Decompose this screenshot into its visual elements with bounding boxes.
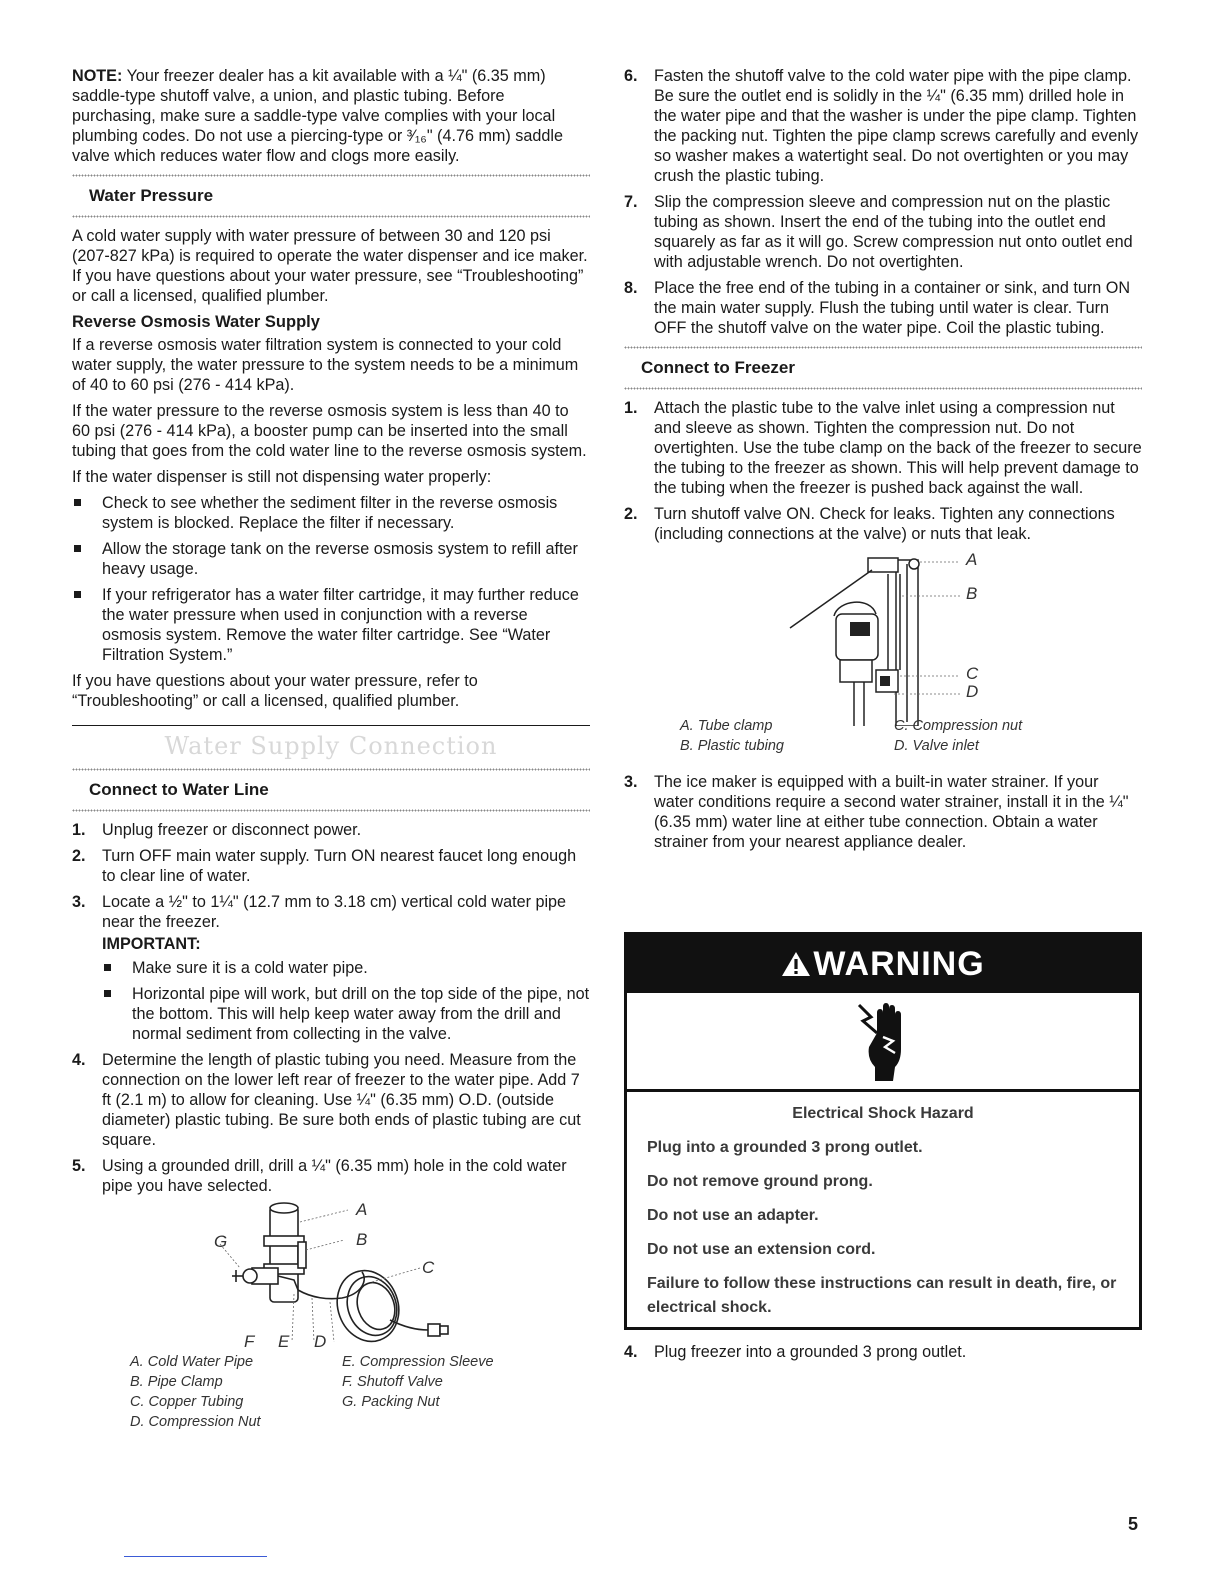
step-item: [624, 398, 1142, 498]
ro-paragraph-1: If a reverse osmosis water filtration system is connected to your cold water supply, the water pressure to the system needs to be a minimum of 40 to 60 psi (276 - 414 kPa).: [72, 336, 579, 394]
water-pipe-figure: [72, 1202, 590, 1434]
caption-item: B. Pipe Clamp: [130, 1374, 223, 1390]
warning-line: Plug into a grounded 3 prong outlet.: [647, 1139, 923, 1156]
step-text: Turn OFF main water supply. Turn ON nearest faucet long enough to clear line of water.: [102, 847, 577, 885]
dotted-rule: [624, 346, 1142, 349]
footer-line: [124, 1556, 267, 1557]
step-text: Using a grounded drill, drill a ¼" (6.35 mm) hole in the cold water pipe you have selected.: [102, 1157, 567, 1195]
caption-item: C. Compression nut: [894, 718, 1023, 734]
caption-item: D. Valve inlet: [894, 738, 979, 754]
step-item: [72, 1050, 590, 1150]
caption-item: A. Cold Water Pipe: [130, 1354, 254, 1370]
bullet-text: Horizontal pipe will work, but drill on the top side of the pipe, not the bottom. This will help keep water away from the drill and normal sediment from collecting in the valve.: [132, 985, 590, 1043]
caption-item: E. Compression Sleeve: [342, 1354, 494, 1370]
strainer-step: [624, 772, 1142, 852]
bullet-square-icon: [74, 545, 81, 552]
important-label: IMPORTANT:: [102, 935, 201, 953]
step-number: 2.: [624, 505, 638, 523]
right-column: [624, 66, 1142, 858]
warning-icon-area: [627, 993, 1139, 1083]
step-text: Unplug freezer or disconnect power.: [102, 821, 362, 839]
ro-paragraph-2: If the water pressure to the reverse osmosis system is less than 40 to 60 psi (276 - 414 kPa), a booster pump can be inserted into the small tubing that goes from the cold water line to the reverse osmosis system.: [72, 402, 587, 460]
step-item: [72, 846, 590, 886]
water-pressure-heading: Water Pressure: [89, 186, 214, 205]
warning-triangle-icon: [781, 950, 811, 978]
fig2-callout-d: D: [966, 682, 979, 701]
step-text: Fasten the shutoff valve to the cold water pipe with the pipe clamp. Be sure the outlet end is solidly in the ¼" (6.35 mm) drilled hole in the water pipe and that the washer is under the pipe clamp. Tighten the packing nut. Tighten the pipe clamp screws carefully and evenly so washer makes a watertight seal. Do not overtighten or you may crush the plastic tubing.: [654, 67, 1139, 185]
bullet-square-icon: [104, 990, 111, 997]
step-item: [624, 504, 1142, 544]
step-item: [72, 820, 590, 840]
dotted-rule: [72, 809, 590, 812]
valve-inlet-illustration: [624, 550, 1142, 726]
bullet-square-icon: [104, 964, 111, 971]
bullet-text: If your refrigerator has a water filter cartridge, it may further reduce the water pressure when used in conjunction with a reverse osmosis system. Remove the water filter cartridge. See “Water Filtration System.”: [102, 586, 579, 664]
bullet-text: Allow the storage tank on the reverse osmosis system to refill after heavy usage.: [102, 540, 578, 578]
fig1-captions-left: [130, 1352, 261, 1432]
final-step: [624, 1342, 1142, 1362]
page-number: 5: [1128, 1514, 1139, 1534]
step-number: 1.: [72, 821, 86, 839]
warning-header: [627, 935, 1139, 993]
step-item: [624, 192, 1142, 272]
fig2-captions-left: [680, 716, 784, 756]
list-item: [102, 984, 590, 1044]
caption-item: C. Copper Tubing: [130, 1394, 244, 1410]
list-item: [72, 493, 590, 533]
step-number: 4.: [72, 1051, 86, 1069]
step-text: Locate a ½" to 1¼" (12.7 mm to 3.18 cm) vertical cold water pipe near the freezer.: [102, 893, 567, 931]
step-text: Plug freezer into a grounded 3 prong outlet.: [654, 1343, 967, 1361]
fig1-callout-f: F: [244, 1332, 255, 1351]
bullet-square-icon: [74, 591, 81, 598]
pipe-valve-illustration: [72, 1202, 590, 1352]
dotted-rule: [72, 768, 590, 771]
section-rule: [72, 725, 590, 726]
caption-item: G. Packing Nut: [342, 1394, 440, 1410]
freezer-steps: [624, 398, 1142, 544]
fig1-callout-a: A: [356, 1200, 368, 1219]
fig1-callout-c: C: [422, 1258, 435, 1277]
caption-item: D. Compression Nut: [130, 1414, 261, 1430]
warning-line: Do not use an adapter.: [647, 1207, 819, 1224]
electrical-shock-hand-icon: [853, 999, 913, 1083]
step-item: [624, 66, 1142, 186]
warning-body: [627, 1092, 1139, 1320]
connect-water-line-heading: Connect to Water Line: [89, 780, 269, 799]
step-number: 8.: [624, 279, 638, 297]
dotted-rule: [72, 215, 590, 218]
step-text: The ice maker is equipped with a built-in water strainer. If your water conditions require a second water strainer, install it in the ¼" (6.35 mm) water line at either tube connection. Obtain a water strainer from your nearest appliance dealer.: [654, 773, 1129, 851]
step-item: [624, 1342, 1142, 1362]
caption-item: A. Tube clamp: [680, 718, 773, 734]
step-item: [72, 892, 590, 1044]
note-label: NOTE:: [72, 67, 123, 85]
step-number: 4.: [624, 1343, 638, 1361]
fig1-callout-g: G: [214, 1232, 228, 1251]
ro-bullet-list: [72, 493, 590, 665]
ro-paragraph-4: If you have questions about your water pressure, refer to “Troubleshooting” or call a licensed, qualified plumber.: [72, 672, 478, 710]
caption-item: F. Shutoff Valve: [342, 1374, 443, 1390]
warning-line: Do not use an extension cord.: [647, 1241, 876, 1258]
important-bullet-list: [102, 958, 590, 1044]
freezer-valve-figure: [624, 550, 1142, 772]
fig2-callout-a: A: [966, 550, 978, 569]
step-number: 5.: [72, 1157, 86, 1175]
step-number: 7.: [624, 193, 638, 211]
step-number: 1.: [624, 399, 638, 417]
warning-line: Failure to follow these instructions can result in death, fire, or electrical shock.: [647, 1275, 1117, 1316]
step-item: [624, 278, 1142, 338]
step-text: Attach the plastic tube to the valve inlet using a compression nut and sleeve as shown. Tighten the compression nut. Do not overtighten. Use the tube clamp on the back of the freezer to secure the tubing to the freezer as shown. This will help prevent damage to the tubing when the freezer is pushed back against the wall.: [654, 399, 1142, 497]
step-number: 3.: [72, 893, 86, 911]
water-pressure-text: A cold water supply with water pressure of between 30 and 120 psi (207-827 kPa) is required to operate the water dispenser and ice maker. If you have questions about your water pressure, see “Troubleshooting” or call a licensed, qualified plumber.: [72, 227, 588, 305]
fig1-callout-b: B: [356, 1230, 368, 1249]
warning-box: [624, 932, 1142, 1330]
list-item: [72, 539, 590, 579]
step-text: Place the free end of the tubing in a container or sink, and turn ON the main water supply. Flush the tubing until water is clear. Turn OFF the shutoff valve on the water pipe. Coil the plastic tubing.: [654, 279, 1131, 337]
fig2-callout-c: C: [966, 664, 979, 683]
step-number: 6.: [624, 67, 638, 85]
step-text: Determine the length of plastic tubing you need. Measure from the connection on the lower left rear of freezer to the water pipe. Add 7 ft (2.1 m) to allow for cleaning. Use ¼" (6.35 mm) O.D. (outside diameter) plastic tubing. Be sure both ends of plastic tubing are cut square.: [102, 1051, 581, 1149]
step-number: 3.: [624, 773, 638, 791]
section-title: Water Supply Connection: [164, 732, 498, 760]
note-paragraph: [72, 66, 590, 166]
fig1-callout-d: D: [314, 1332, 327, 1351]
list-item: [102, 958, 590, 978]
bullet-text: Make sure it is a cold water pipe.: [132, 959, 368, 977]
final-step-block: [624, 1342, 1142, 1368]
water-line-steps: [72, 820, 590, 1196]
fig2-callout-b: B: [966, 584, 978, 603]
connect-freezer-heading: Connect to Freezer: [641, 358, 795, 377]
dotted-rule: [624, 387, 1142, 390]
step-text: Slip the compression sleeve and compression nut on the plastic tubing as shown. Insert the end of the tubing into the outlet end squarely as far as it will go. Screw compression nut onto outlet end with adjustable wrench. Do not overtighten.: [654, 193, 1133, 271]
ro-paragraph-3: If the water dispenser is still not dispensing water properly:: [72, 468, 492, 486]
ro-heading: Reverse Osmosis Water Supply: [72, 313, 320, 331]
step-text: Turn shutoff valve ON. Check for leaks. Tighten any connections (including connections at the valve) or nuts that leak.: [654, 505, 1115, 543]
warning-line: Do not remove ground prong.: [647, 1173, 873, 1190]
fig1-captions-right: [342, 1352, 494, 1412]
step-item: [624, 772, 1142, 852]
bullet-square-icon: [74, 499, 81, 506]
fig2-captions-right: [894, 716, 1022, 756]
fig1-callout-e: E: [278, 1332, 290, 1351]
warning-title: WARNING: [813, 945, 985, 983]
step-item: [72, 1156, 590, 1196]
caption-item: B. Plastic tubing: [680, 738, 784, 754]
dotted-rule: [72, 174, 590, 177]
valve-steps: [624, 66, 1142, 338]
note-text: Your freezer dealer has a kit available with a ¼" (6.35 mm) saddle-type shutoff valve, a union, and plastic tubing. Before purchasing, make sure a saddle-type valve complies with your local plumbing codes. Do not use a piercing-type or ³⁄₁₆" (4.76 mm) saddle valve which reduces water flow and clogs more easily.: [72, 67, 564, 165]
hazard-title: Electrical Shock Hazard: [792, 1105, 974, 1122]
step-number: 2.: [72, 847, 86, 865]
left-column: [72, 66, 590, 1434]
list-item: [72, 585, 590, 665]
bullet-text: Check to see whether the sediment filter in the reverse osmosis system is blocked. Replace the filter if necessary.: [102, 494, 558, 532]
